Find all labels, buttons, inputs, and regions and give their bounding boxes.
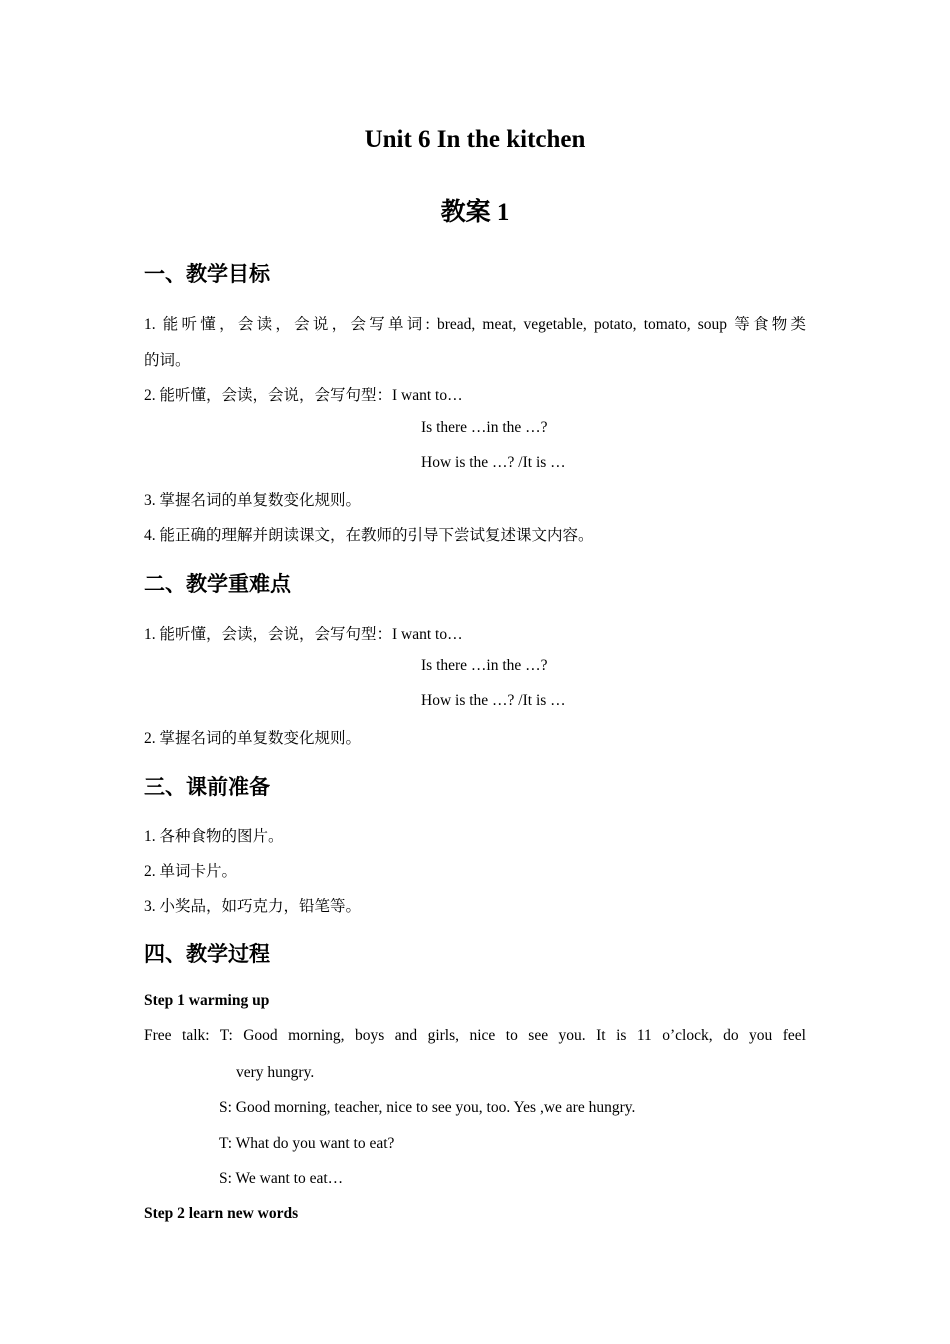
key-point-item-1-pattern-2: How is the …? /It is … (421, 692, 566, 709)
objective-item-2-pattern-1: Is there …in the …? (421, 419, 548, 436)
key-point-item-1: 1. 能听懂，会读，会说，会写句型：I want to… (144, 626, 463, 643)
document-subtitle: 教案 1 (440, 199, 510, 226)
free-talk-line-2: very hungry. (236, 1064, 315, 1081)
dialogue-student-1: S: Good morning, teacher, nice to see you, too. Yes ,we are hungry. (219, 1099, 636, 1116)
objective-item-2-pattern-2: How is the …? /It is … (421, 454, 566, 471)
step-1-heading: Step 1 warming up (144, 992, 270, 1009)
objective-item-3: 3. 掌握名词的单复数变化规则。 (144, 492, 362, 509)
dialogue-student-2: S: We want to eat… (219, 1170, 344, 1187)
preparation-item-1: 1. 各种食物的图片。 (144, 828, 284, 845)
key-point-item-1-pattern-1: Is there …in the …? (421, 657, 548, 674)
section-heading-key-points: 二、教学重难点 (144, 572, 291, 596)
section-heading-process: 四、教学过程 (144, 942, 270, 966)
objective-item-1-line-1: 1. 能听懂，会读，会说，会写单词: bread, meat, vegetable, potato, tomato, soup 等食物类 (144, 316, 806, 333)
document-title: Unit 6 In the kitchen (364, 126, 586, 153)
section-heading-preparation: 三、课前准备 (144, 775, 270, 799)
free-talk-line-1: Free talk: T: Good morning, boys and girls, nice to see you. It is 11 o’clock, do you feel (144, 1027, 806, 1044)
preparation-item-2: 2. 单词卡片。 (144, 863, 238, 880)
preparation-item-3: 3. 小奖品，如巧克力，铅笔等。 (144, 898, 362, 915)
objective-item-4: 4. 能正确的理解并朗读课文，在教师的引导下尝试复述课文内容。 (144, 527, 594, 544)
section-heading-objectives: 一、教学目标 (144, 262, 270, 286)
dialogue-teacher-2: T: What do you want to eat? (219, 1135, 395, 1152)
step-2-heading: Step 2 learn new words (144, 1205, 299, 1222)
objective-item-2: 2. 能听懂，会读，会说，会写句型：I want to… (144, 387, 463, 404)
key-point-item-2: 2. 掌握名词的单复数变化规则。 (144, 730, 362, 747)
objective-item-1-line-2: 的词。 (144, 352, 191, 369)
